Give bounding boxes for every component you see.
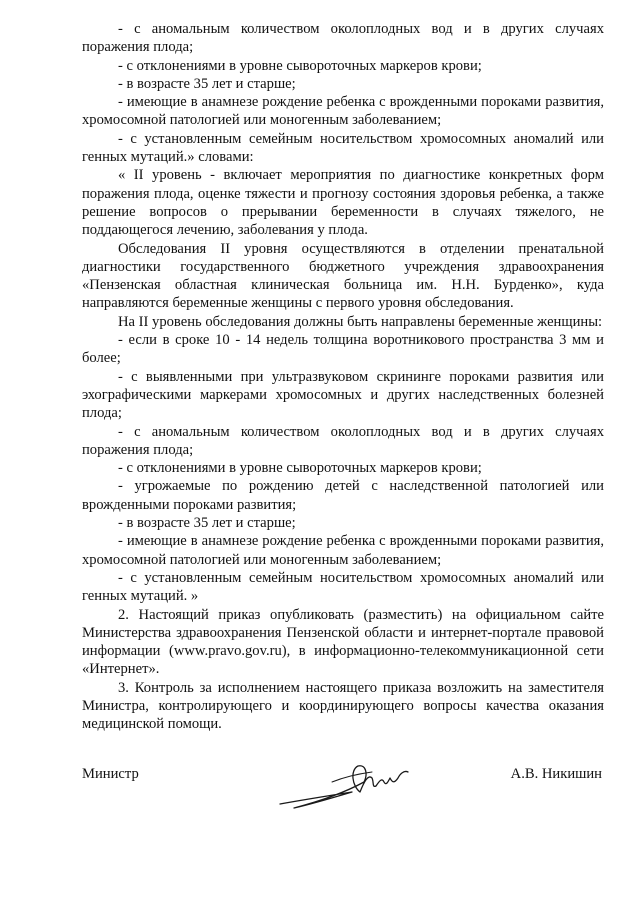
paragraph: 3. Контроль за исполнением настоящего приказа возложить на заместителя Министра, контролирующего и координирующего вопросы качества оказания медицинской помощи. — [82, 679, 604, 733]
signature-block — [82, 766, 602, 806]
paragraph: - если в сроке 10 - 14 недель толщина воротникового пространства 3 мм и более; — [82, 332, 604, 367]
paragraph: - с аномальным количеством околоплодных вод и в других случаях поражения плода; — [82, 423, 604, 458]
paragraph: - с установленным семейным носительством хромосомных аномалий или генных мутаций.» словами: — [82, 130, 604, 166]
paragraph: - с отклонениями в уровне сывороточных маркеров крови; — [118, 460, 482, 477]
signatory-position: Министр — [82, 766, 139, 782]
paragraph: - имеющие в анамнезе рождение ребенка с врожденными пороками развития, хромосомной патологией или моногенным заболеванием; — [82, 94, 604, 129]
paragraph: - с установленным семейным носительством хромосомных аномалий или генных мутаций. » — [82, 569, 604, 605]
paragraph: « II уровень - включает мероприятия по диагностике конкретных форм поражения плода, оценке тяжести и прогнозу состояния здоровья ребенка, а также решение вопросов о прерывании беременности в случаях тяжелого, не поддающегося лечению, заболевания у плода. — [82, 167, 604, 239]
paragraph: 2. Настоящий приказ опубликовать (разместить) на официальном сайте Министерства здравоохранения Пензенской области и интернет-портале правовой информации (www.pravo.gov.ru), в информационно-телекоммуникационной сети «Интернет». — [82, 606, 604, 678]
paragraph: - угрожаемые по рождению детей с наследственной патологией или врожденными пороками развития; — [82, 478, 604, 513]
paragraph: - с аномальным количеством околоплодных вод и в других случаях поражения плода; — [82, 21, 604, 56]
paragraph: - в возрасте 35 лет и старше; — [118, 515, 296, 532]
paragraph: - с отклонениями в уровне сывороточных маркеров крови; — [118, 57, 482, 74]
paragraph: Обследования II уровня осуществляются в отделении пренатальной диагностики государственного бюджетного учреждения здравоохранения «Пензенская областная клиническая больница им. Н.Н. Бурденко», куда направляются беременные женщины с первого уровня обследования. — [82, 240, 604, 312]
paragraph: - имеющие в анамнезе рождение ребенка с врожденными пороками развития, хромосомной патологией или моногенным заболеванием; — [82, 533, 604, 568]
signatory-name: А.В. Никишин — [510, 766, 602, 782]
paragraph: - с выявленными при ультразвуковом скрининге пороками развития или эхографическими маркерами хромосомных и других наследственных болезней плода; — [82, 368, 604, 422]
document-body — [82, 20, 604, 734]
handwritten-signature — [272, 752, 422, 822]
paragraph: - в возрасте 35 лет и старше; — [118, 75, 296, 92]
paragraph: На II уровень обследования должны быть направлены беременные женщины: — [118, 313, 603, 330]
